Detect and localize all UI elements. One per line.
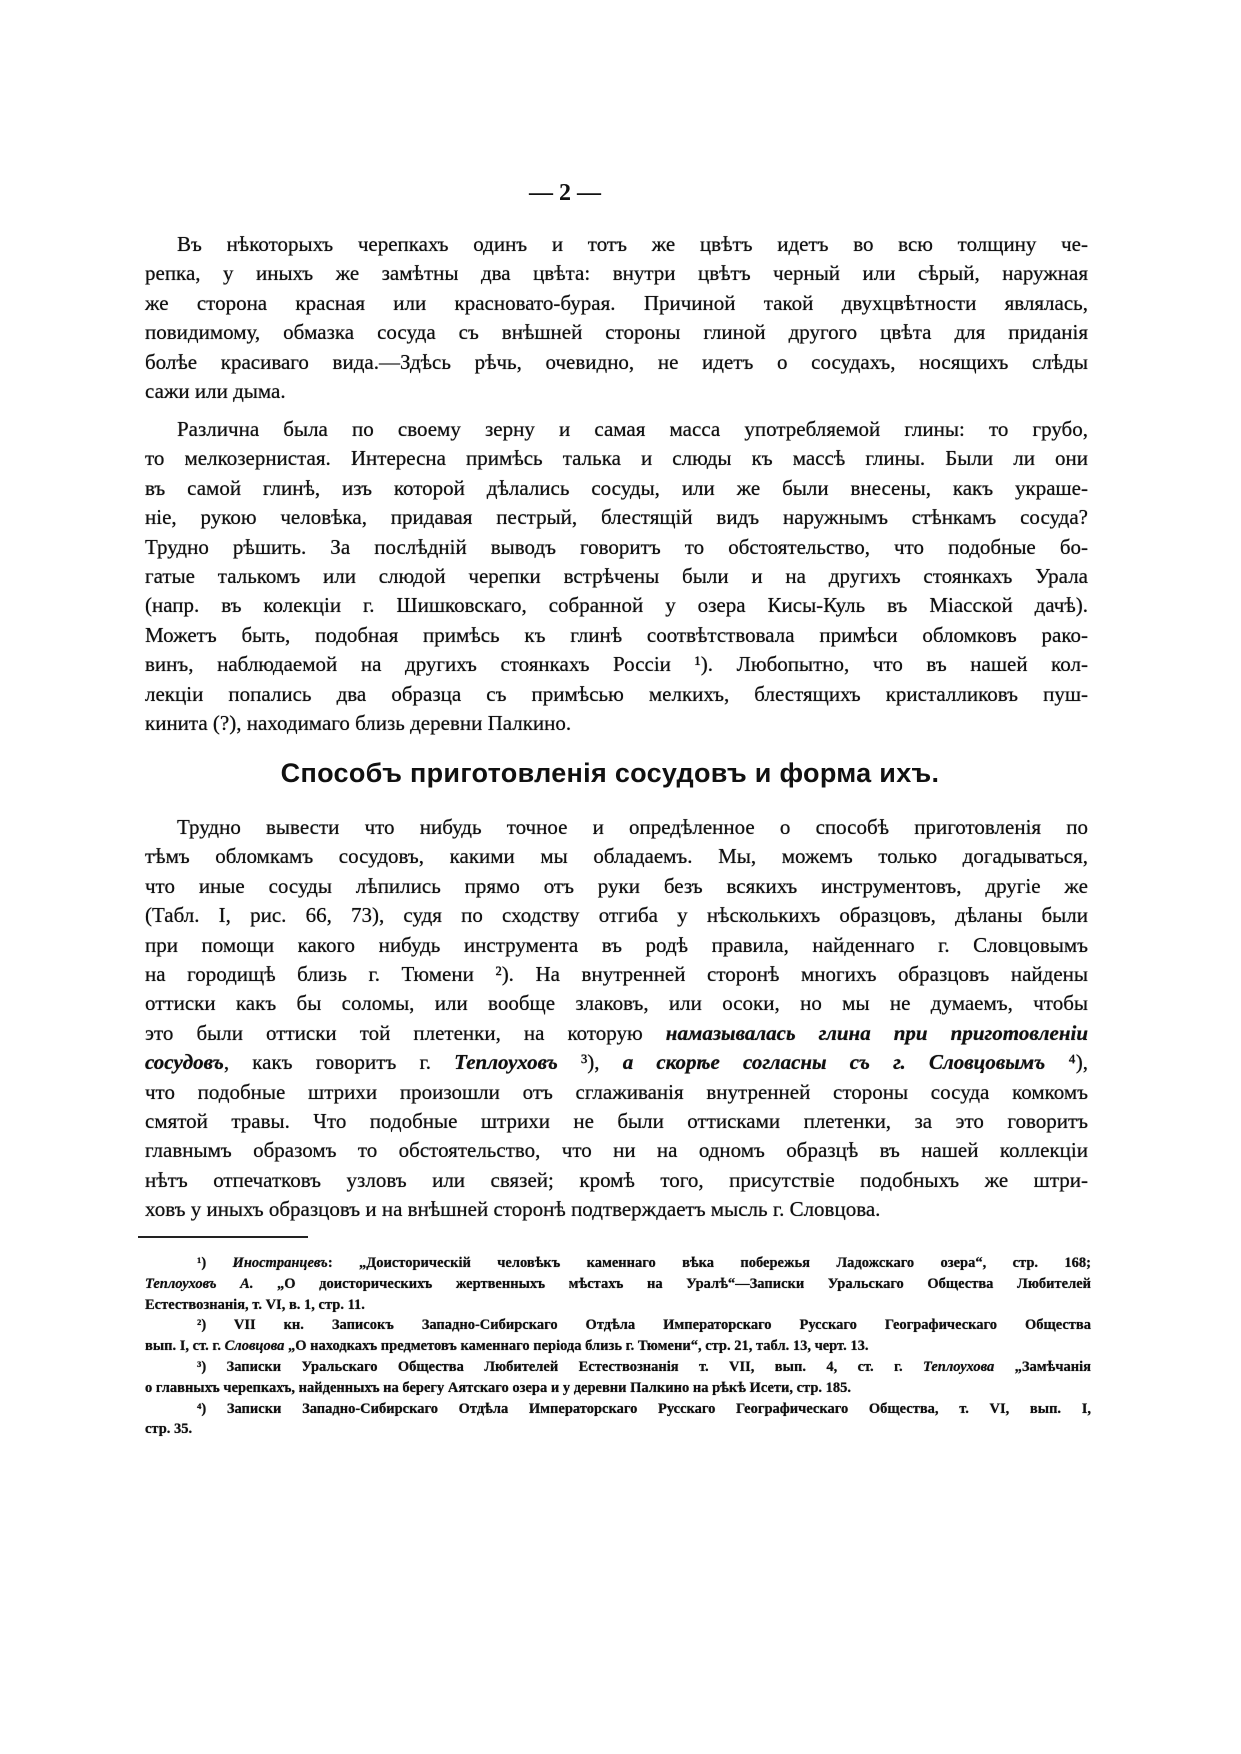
text-line — [145, 318, 1088, 347]
text-line — [145, 1378, 1091, 1399]
text: „Замѣчанія — [994, 1358, 1091, 1375]
text: оттиски какъ бы соломы, или вообще злаковъ, или осоки, но мы не думаемъ, чтобы — [145, 991, 1088, 1016]
text: Различна была по своему зерну и самая масса употребляемой глины: то грубо, — [177, 417, 1088, 441]
page-number: — 2 — — [529, 180, 601, 206]
text: болѣе красиваго вида.—Здѣсь рѣчь, очевидно, не идетъ о сосудахъ, носящихъ слѣды — [145, 349, 1088, 374]
text: смятой травы. Что подобные штрихи не были оттисками плетенки, за это говоритъ — [145, 1108, 1088, 1133]
text: (Табл. I, рис. 66, 73), судя по сходству отгиба у нѣсколькихъ образцовъ, дѣланы были — [145, 903, 1088, 928]
paragraph-3 — [145, 813, 1088, 1224]
text: , какъ говоритъ г. — [223, 1050, 455, 1075]
italic-text: Теплоуховъ А. — [145, 1275, 254, 1292]
text-line — [145, 680, 1088, 709]
text-line — [145, 1336, 1091, 1357]
text-line — [145, 650, 1088, 679]
footnote — [145, 1357, 1091, 1399]
text-line — [145, 1048, 1088, 1077]
text-line — [145, 444, 1088, 473]
text-line — [145, 621, 1088, 650]
text-line — [145, 562, 1088, 591]
text-line — [145, 1295, 1091, 1316]
text: винъ, наблюдаемой на другихъ стоянкахъ Россіи ¹). Любопытно, что въ нашей кол- — [145, 652, 1088, 677]
text-line — [145, 259, 1088, 288]
text-line — [145, 1166, 1088, 1195]
text: ніе, рукою человѣка, придавая пестрый, блестящій видъ наружнымъ стѣнкамъ сосуда? — [145, 505, 1088, 530]
footnote — [145, 1399, 1091, 1441]
text: кинита (?), находимаго близь деревни Палкино. — [145, 710, 572, 735]
italic-text: Теплоухова — [922, 1358, 995, 1375]
text: на городищѣ близь г. Тюмени ²). На внутренней сторонѣ многихъ образцовъ найдены — [145, 961, 1088, 986]
text-line — [145, 1195, 1088, 1224]
text: ³) Записки Уральскаго Общества Любителей Естествознанія т. VII, вып. 4, ст. г. — [197, 1358, 923, 1375]
text: же сторона красная или красновато-бурая. Причиной такой двухцвѣтности являлась, — [145, 290, 1088, 315]
text: повидимому, обмазка сосуда съ внѣшней стороны глиной другого цвѣта для приданія — [145, 320, 1088, 345]
text-line — [145, 1419, 1091, 1440]
text: стр. 35. — [145, 1421, 193, 1438]
footnote-divider — [138, 1236, 308, 1238]
text-line — [145, 533, 1088, 562]
text-line — [145, 1253, 1091, 1274]
footnotes — [145, 1253, 1091, 1440]
text-line — [145, 813, 1088, 842]
text-line — [145, 474, 1088, 503]
text-line — [145, 709, 1088, 738]
text-line — [145, 503, 1088, 532]
text-line — [145, 1107, 1088, 1136]
text-line — [145, 872, 1088, 901]
text-line — [145, 289, 1088, 318]
text: ховъ у иныхъ образцовъ и на внѣшней сторонѣ подтверждаетъ мысль г. Словцова. — [145, 1197, 881, 1222]
text: тѣмъ обломкамъ сосудовъ, какими мы обладаемъ. Мы, можемъ только догадываться, — [145, 844, 1088, 869]
footnote — [145, 1315, 1091, 1357]
text-line — [145, 415, 1088, 444]
section-heading: Способъ приготовленія сосудовъ и форма ихъ. — [280, 758, 940, 788]
text: нѣтъ отпечатковъ узловъ или связей; кромѣ того, присутствіе подобныхъ же штри- — [145, 1167, 1088, 1192]
text-line — [145, 1019, 1088, 1048]
text: Въ нѣкоторыхъ черепкахъ одинъ и тотъ же цвѣтъ идетъ во всю толщину че- — [177, 232, 1088, 256]
text-line — [145, 1078, 1088, 1107]
text: ²) VII кн. Записокъ Западно-Сибирскаго Отдѣла Императорскаго Русскаго Географическаго Общества — [197, 1317, 1091, 1334]
text: что подобные штрихи произошли отъ сглаживанія внутренней стороны сосуда комкомъ — [145, 1079, 1088, 1104]
text-line — [145, 1136, 1088, 1165]
text: Можетъ быть, подобная примѣсь къ глинѣ соотвѣтствовала примѣси обломковъ рако- — [145, 622, 1088, 647]
text: ¹) — [197, 1255, 233, 1271]
text: Естествознанія, т. VI, в. 1, стр. 11. — [145, 1296, 365, 1313]
italic-text: Иностранцевъ — [232, 1255, 328, 1271]
italic-text: Словцова — [224, 1338, 285, 1355]
footnote — [145, 1253, 1091, 1315]
paragraph-2 — [145, 415, 1088, 738]
text-line — [145, 931, 1088, 960]
text: : „Доисторическій человѣкъ каменнаго вѣка побережья Ладожскаго озера“, стр. 168; — [327, 1255, 1091, 1271]
text: что иные сосуды лѣпились прямо отъ руки безъ всякихъ инструментовъ, другіе же — [145, 873, 1088, 898]
text: сажи или дыма. — [145, 378, 286, 403]
text-line — [145, 377, 1088, 406]
text: Трудно рѣшить. За послѣдній выводъ говоритъ то обстоятельство, что подобные бо- — [145, 534, 1088, 559]
text-line — [145, 901, 1088, 930]
text: при помощи какого нибудь инструмента въ родѣ правила, найденнаго г. Словцовымъ — [145, 932, 1088, 957]
text-line — [145, 989, 1088, 1018]
text: о главныхъ черепкахъ, найденныхъ на берегу Аятскаго озера и у деревни Палкино на рѣкѣ Исети, стр. 185. — [145, 1379, 852, 1396]
text-line — [145, 591, 1088, 620]
text: въ самой глинѣ, изъ которой дѣлались сосуды, или же были внесены, какъ украше- — [145, 475, 1088, 500]
text: вып. I, ст. г. — [145, 1338, 225, 1355]
text-line — [145, 1274, 1091, 1295]
text-line — [145, 230, 1088, 259]
text-line — [145, 960, 1088, 989]
italic-text: Теплоуховъ — [454, 1050, 558, 1075]
text: то мелкозернистая. Интересна примѣсь талька и слюды къ массѣ глины. Были ли они — [145, 446, 1088, 471]
text: главнымъ образомъ то обстоятельство, что ни на одномъ образцѣ въ нашей коллекціи — [145, 1138, 1088, 1163]
paragraph-1 — [145, 230, 1088, 406]
text-line — [145, 1315, 1091, 1336]
text: это были оттиски той плетенки, на которую — [145, 1020, 666, 1045]
text-line — [145, 1357, 1091, 1378]
text: „О находкахъ предметовъ каменнаго періода близь г. Тюмени“, стр. 21, табл. 13, черт. 13. — [284, 1338, 869, 1355]
italic-text: намазывалась глина при приготовленіи — [665, 1020, 1089, 1045]
text-line — [145, 1399, 1091, 1420]
italic-text: а скорѣе согласны съ г. Словцовымъ — [622, 1050, 1046, 1075]
text: гатые талькомъ или слюдой черепки встрѣчены были и на другихъ стоянкахъ Урала — [145, 563, 1088, 588]
text: лекціи попались два образца съ примѣсью мелкихъ, блестящихъ кристалликовъ пуш- — [145, 681, 1088, 706]
italic-text: сосудовъ — [145, 1050, 224, 1075]
text: ⁴) Записки Западно-Сибирскаго Отдѣла Императорскаго Русскаго Географическаго Общества, т. VI, вып. I, — [197, 1400, 1091, 1417]
text-line — [145, 348, 1088, 377]
text: (напр. въ колекціи г. Шишковскаго, собранной у озера Кисы-Куль въ Міасской дачѣ). — [145, 593, 1088, 618]
text-line — [145, 842, 1088, 871]
text: ³), — [557, 1050, 623, 1075]
text: репка, у иныхъ же замѣтны два цвѣта: внутри цвѣтъ черный или сѣрый, наружная — [145, 261, 1088, 286]
text: ⁴), — [1045, 1050, 1088, 1075]
text: „О доисторическихъ жертвенныхъ мѣстахъ на Уралѣ“—Записки Уральскаго Общества Любителей — [253, 1275, 1091, 1292]
text: Трудно вывести что нибудь точное и опредѣленное о способѣ приготовленія по — [177, 815, 1088, 839]
